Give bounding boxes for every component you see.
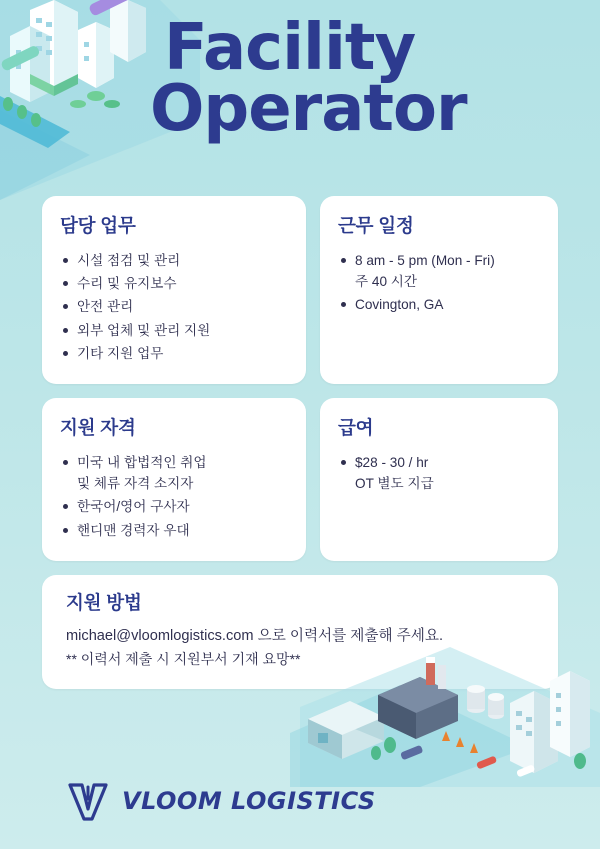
city-illustration-bottom xyxy=(280,637,600,787)
list-item xyxy=(338,294,540,315)
list-item xyxy=(60,496,288,517)
list-item-sub: OT 별도 지급 xyxy=(355,476,434,492)
apply-email-line[interactable]: michael@vloomlogistics.com 으로 이력서를 제출해 주세요. xyxy=(66,627,444,644)
pay-list xyxy=(338,452,540,494)
card-schedule xyxy=(320,196,558,384)
card-duties xyxy=(42,196,306,384)
list-item xyxy=(338,250,540,292)
list-item-main: 미국 내 합법적인 취업 xyxy=(77,455,207,471)
list-item-sub: 및 체류 자격 소지자 xyxy=(77,476,194,492)
card-row-1 xyxy=(42,196,558,384)
list-item: 외부 업체 및 관리 지원 xyxy=(60,320,288,341)
list-item: 기타 지원 업무 xyxy=(60,343,288,364)
page-title xyxy=(150,11,590,147)
card-apply-heading: 지원 방법 xyxy=(66,591,142,613)
schedule-list xyxy=(338,250,540,316)
list-item: 시설 점검 및 관리 xyxy=(60,250,288,271)
list-item xyxy=(338,452,540,494)
brand-name: VLOOM LOGISTICS xyxy=(122,787,376,815)
card-qualifications-heading: 지원 자격 xyxy=(60,417,136,439)
title-line-1: Facility xyxy=(164,11,416,85)
list-item-main: 핸디맨 경력자 우대 xyxy=(77,522,190,538)
card-pay xyxy=(320,398,558,561)
vloom-logo-icon xyxy=(66,781,110,821)
apply-note-line: ** 이력서 제출 시 지원부서 기재 요망** xyxy=(66,651,301,668)
card-qualifications xyxy=(42,398,306,561)
card-pay-heading: 급여 xyxy=(338,417,374,439)
list-item-main: $28 - 30 / hr xyxy=(355,455,429,471)
card-row-2 xyxy=(42,398,558,561)
list-item: 수리 및 유지보수 xyxy=(60,273,288,294)
card-duties-heading: 담당 업무 xyxy=(60,215,136,236)
brand-footer xyxy=(66,781,376,821)
duties-list xyxy=(60,250,288,364)
list-item xyxy=(60,520,288,541)
content-cards xyxy=(42,196,558,703)
card-schedule-heading: 근무 일정 xyxy=(338,215,414,236)
list-item: 안전 관리 xyxy=(60,296,288,317)
list-item-sub: 주 40 시간 xyxy=(355,274,418,290)
list-item-main: Covington, GA xyxy=(355,297,444,313)
qualifications-list xyxy=(60,452,288,541)
list-item-main: 8 am - 5 pm (Mon - Fri) xyxy=(355,253,495,268)
list-item xyxy=(60,452,288,494)
list-item-main: 한국어/영어 구사자 xyxy=(77,499,190,515)
title-line-2: Operator xyxy=(150,72,467,147)
